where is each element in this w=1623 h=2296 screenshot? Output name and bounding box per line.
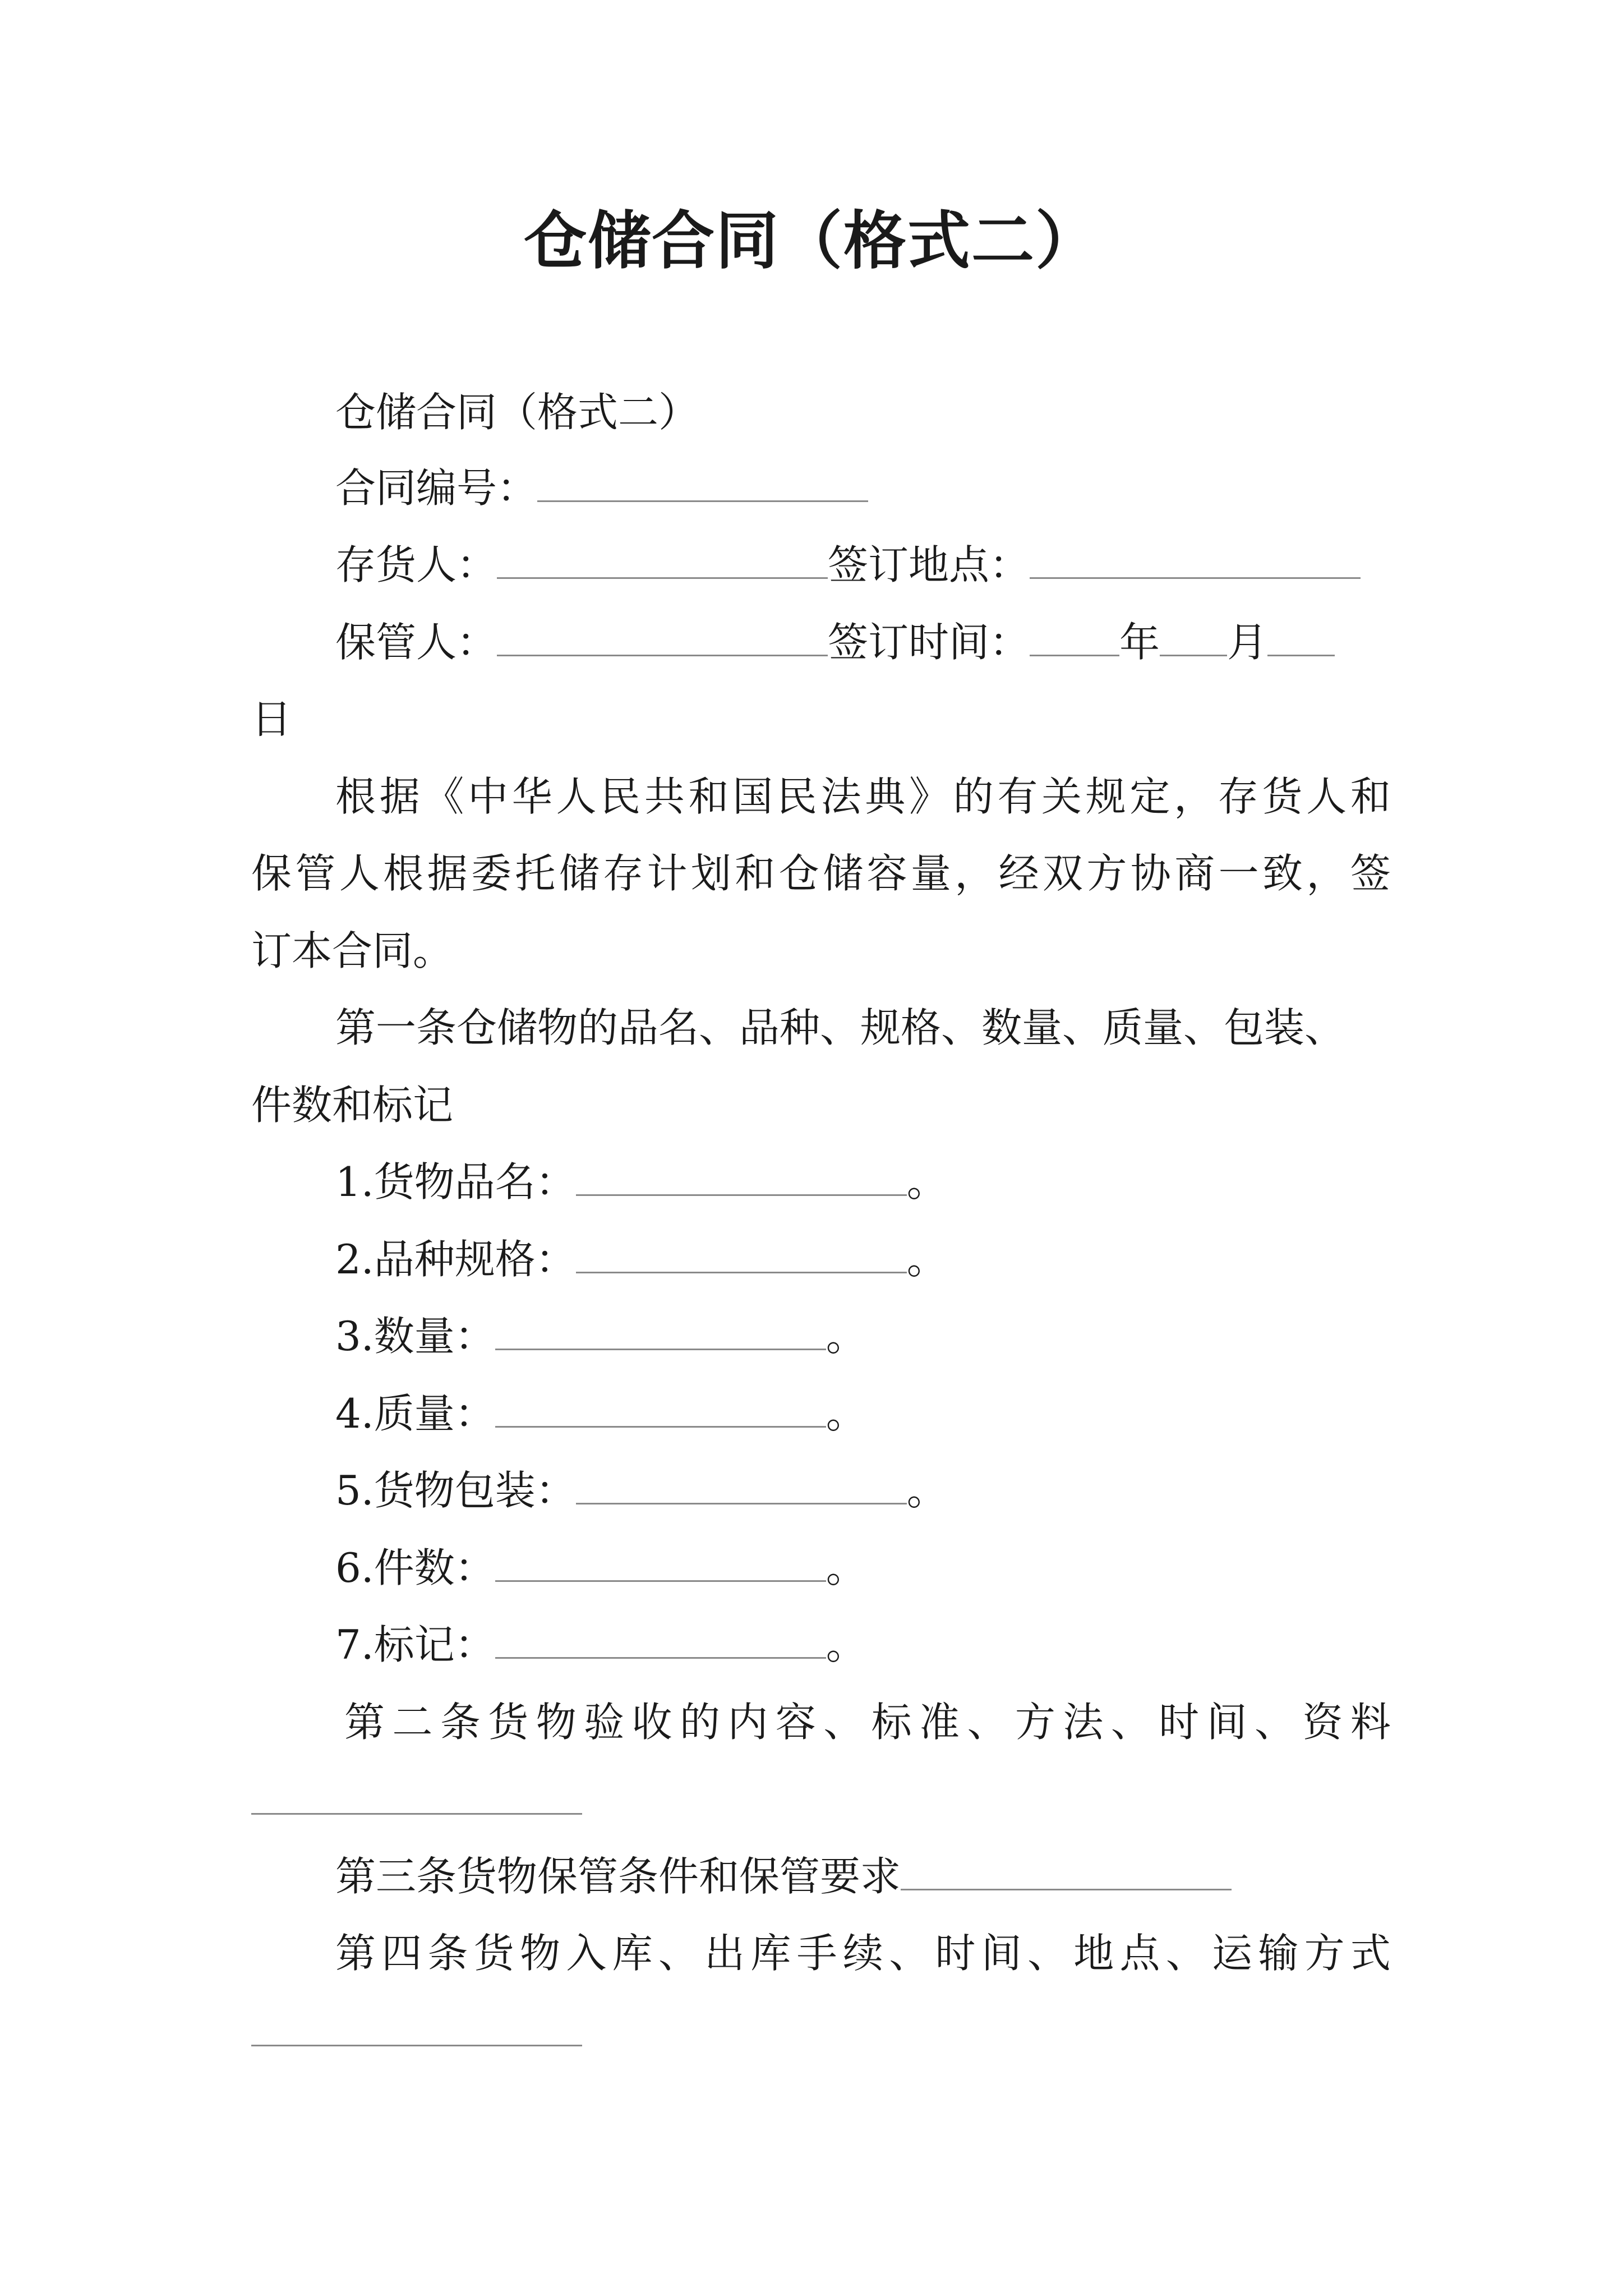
item-end: 。 (826, 1544, 866, 1591)
item-3-blank[interactable] (495, 1314, 826, 1350)
contract-no-blank[interactable] (537, 466, 868, 502)
article-1-line-2: 件数和标记 (251, 1082, 454, 1129)
article-3: 第三条货物保管条件和保管要求 (335, 1853, 901, 1900)
item-label: 货物品名： (374, 1158, 576, 1205)
item-end: 。 (826, 1621, 866, 1668)
item-5-blank[interactable] (576, 1468, 907, 1504)
intro-line-1: 根 据 《 中 华 人 民 共 和 国 民 法 典 》 的 有 关 规 定 ， 存 货 人 和 (335, 773, 1391, 820)
sign-place-blank[interactable] (1030, 542, 1361, 579)
item-6 (335, 1543, 866, 1593)
item-number: 7. (335, 1621, 374, 1668)
intro-line-2: 保 管 人 根 据 委 托 储 存 计 划 和 仓 储 容 量 ， 经 双 方 协 商 一 致 ， 签 (251, 850, 1391, 897)
article-3-blank[interactable] (901, 1854, 1232, 1890)
item-end: 。 (826, 1313, 866, 1360)
item-label: 数量： (374, 1313, 495, 1360)
item-1 (335, 1157, 947, 1207)
item-number: 5. (335, 1467, 374, 1514)
item-5 (335, 1465, 947, 1516)
keeper-row (335, 617, 1335, 668)
item-2-blank[interactable] (576, 1237, 907, 1273)
item-number: 4. (335, 1390, 374, 1437)
sign-time-label: 签订时间： (828, 619, 1030, 666)
contract-no-row (335, 463, 868, 513)
article-2: 第 二 条 货 物 验 收 的 内 容 、 标 准 、 方 法 、 时 间 、 资 料 (344, 1699, 1391, 1746)
article-1-line-1: 第一条仓储物的品名、品种、规格、数量、质量、包装、 (335, 1004, 1345, 1051)
keeper-blank[interactable] (497, 620, 828, 656)
document-title: 仓储合同（格式二） (524, 204, 1099, 278)
item-label: 标记： (374, 1621, 495, 1668)
item-end: 。 (906, 1236, 947, 1283)
item-3 (335, 1311, 866, 1361)
item-number: 3. (335, 1313, 374, 1360)
item-7 (335, 1619, 866, 1670)
sign-place-label: 签订地点： (828, 541, 1030, 588)
year-blank[interactable] (1030, 620, 1119, 656)
item-number: 6. (335, 1544, 374, 1591)
item-end: 。 (826, 1390, 866, 1437)
item-4 (335, 1388, 866, 1439)
item-end: 。 (906, 1158, 947, 1205)
article-4-blank[interactable] (251, 2045, 582, 2046)
item-7-blank[interactable] (495, 1622, 826, 1659)
item-label: 品种规格： (374, 1236, 576, 1283)
month-blank[interactable] (1160, 620, 1227, 656)
year-label: 年 (1119, 619, 1160, 666)
item-label: 质量： (374, 1390, 495, 1437)
item-end: 。 (906, 1467, 947, 1514)
heading-repeat: 仓储合同（格式二） (335, 389, 699, 436)
month-label: 月 (1227, 619, 1268, 666)
depositor-blank[interactable] (497, 542, 828, 579)
article-4: 第 四 条 货 物 入 库 、 出 库 手 续 、 时 间 、 地 点 、 运 输 方 式 (335, 1930, 1391, 1977)
item-number: 1. (335, 1158, 374, 1205)
item-label: 件数： (374, 1544, 495, 1591)
item-number: 2. (335, 1236, 374, 1283)
article-2-blank[interactable] (251, 1813, 582, 1815)
depositor-label: 存货人： (335, 541, 497, 588)
item-6-blank[interactable] (495, 1545, 826, 1582)
depositor-row (335, 540, 1361, 590)
day-blank[interactable] (1267, 620, 1335, 656)
item-4-blank[interactable] (495, 1391, 826, 1428)
intro-line-3: 订本合同。 (251, 927, 454, 974)
contract-no-label: 合同编号： (335, 464, 538, 512)
item-1-blank[interactable] (576, 1159, 907, 1196)
item-label: 货物包装： (374, 1467, 576, 1514)
day-label: 日 (251, 696, 292, 743)
article-3-row (335, 1851, 1232, 1902)
item-2 (335, 1234, 947, 1285)
keeper-label: 保管人： (335, 619, 497, 666)
